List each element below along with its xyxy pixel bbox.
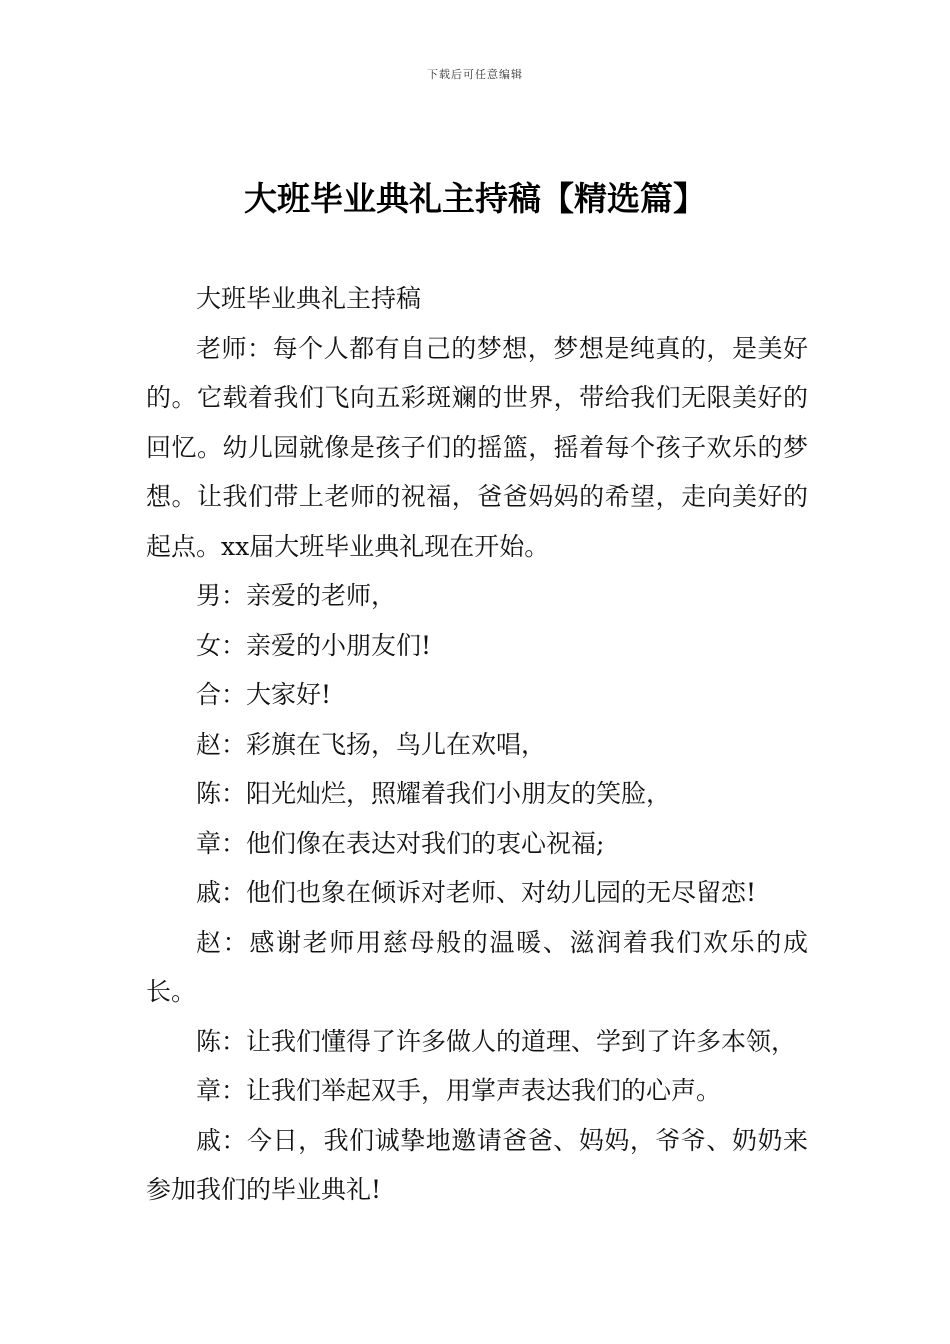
paragraph-line: 陈：让我们懂得了许多做人的道理、学到了许多本领，	[196, 1026, 797, 1056]
paragraph-line: 章：他们像在表达对我们的衷心祝福;	[196, 828, 605, 858]
paragraph-line: 女：亲爱的小朋友们!	[196, 630, 432, 660]
paragraph-teacher-opening: 老师：每个人都有自己的梦想，梦想是纯真的，是美好的。它载着我们飞向五彩斑斓的世界，带给我们无限美好的回忆。幼儿园就像是孩子们的摇篮，摇着每个孩子欢乐的梦想。让我们带上老师的祝福，爸爸妈妈的希望，走向美好的起点。xx届大班毕业典礼现在开始。	[146, 333, 808, 561]
paragraph-line: 戚：他们也象在倾诉对老师、对幼儿园的无尽留恋!	[196, 878, 757, 907]
paragraph-line: 赵：感谢老师用慈母般的温暖、滋润着我们欢乐的成长。	[146, 927, 808, 1006]
paragraph-line: 合：大家好!	[196, 680, 332, 709]
document-body	[146, 274, 808, 1215]
paragraph-subtitle: 大班毕业典礼主持稿	[196, 284, 422, 313]
paragraph-line: 陈：阳光灿烂，照耀着我们小朋友的笑脸，	[196, 779, 672, 808]
paragraph-line: 戚：今日，我们诚挚地邀请爸爸、妈妈，爷爷、奶奶来参加我们的毕业典礼!	[146, 1125, 808, 1204]
paragraph-line: 男：亲爱的老师，	[196, 581, 397, 610]
paragraph-line: 赵：彩旗在飞扬，鸟儿在欢唱，	[196, 729, 547, 759]
paragraph-line: 章：让我们举起双手，用掌声表达我们的心声。	[196, 1076, 722, 1105]
header-note: 下载后可任意编辑	[427, 68, 523, 81]
document-title: 大班毕业典礼主持稿【精选篇】	[244, 179, 706, 218]
